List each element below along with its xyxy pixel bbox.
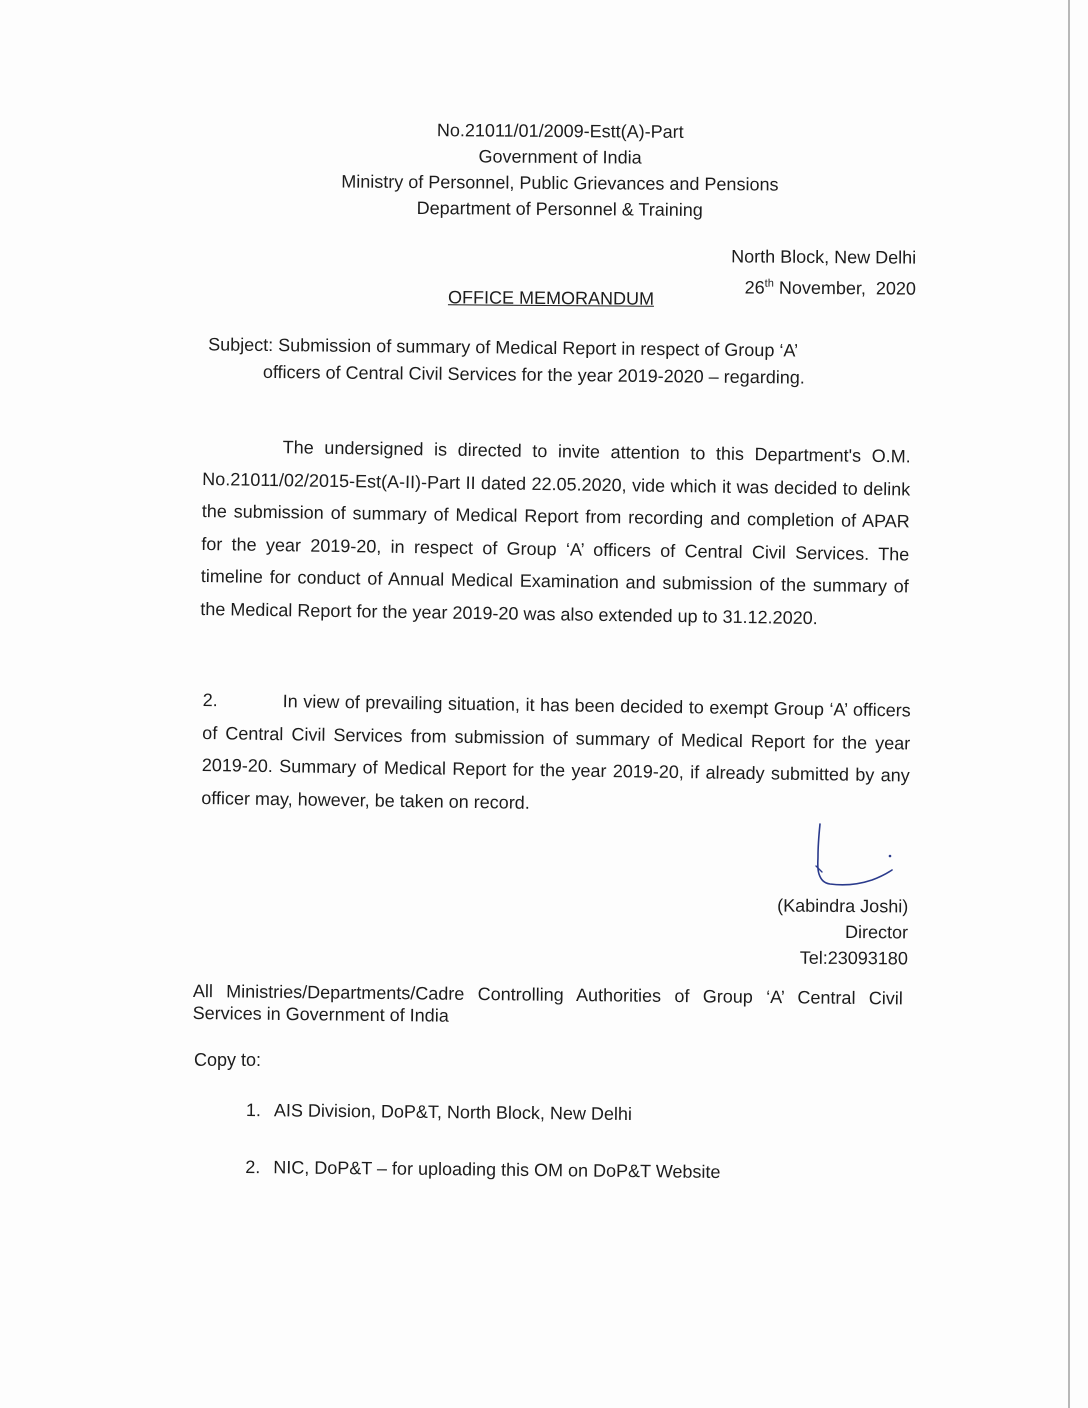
date xyxy=(731,270,916,302)
subject-line-2: officers of Central Civil Services for the year 2019-2020 – regarding. xyxy=(262,361,805,388)
signer-name: (Kabindra Joshi) xyxy=(777,895,909,917)
paragraph-1: The undersigned is directed to invite attention to this Department's O.M. No.21011/02/2015-Est(A-II)-Part II dated 22.05.2020, vide which it was decided to delink the submission of summary of Medical Report from recording and completion of APAR for the year 2019-20, in respect of Group ‘A’ officers of Central Civil Services. The timeline for conduct of Annual Medical Examination and submission of the summary of the Medical Report for the year 2019-20 was also extended up to 31.12.2020. xyxy=(200,437,911,628)
recipients: All Ministries/Departments/Cadre Controlling Authorities of Group ‘A’ Central Civil Services in Government of India xyxy=(192,980,903,1026)
department-name: Department of Personnel & Training xyxy=(416,198,703,220)
scan-edge xyxy=(1068,0,1070,1408)
letterhead xyxy=(250,116,871,224)
subject-block xyxy=(208,331,909,392)
signature-image xyxy=(800,820,910,900)
list-item-text: AIS Division, DoP&T, North Block, New Delhi xyxy=(273,1100,633,1125)
list-item-number: 2. xyxy=(245,1156,261,1178)
date-suffix: th xyxy=(764,277,774,290)
copy-to-label: Copy to: xyxy=(194,1050,262,1070)
list-item xyxy=(246,1100,721,1126)
list-item-text: NIC, DoP&T – for uploading this OM on DoP&T Website xyxy=(273,1157,721,1182)
paragraph-2 xyxy=(201,684,911,824)
file-number: No.21011/01/2009-Estt(A)-Part xyxy=(436,120,684,142)
date-day: 26 xyxy=(744,277,765,298)
date-rest: November, 2020 xyxy=(773,277,916,299)
government-name: Government of India xyxy=(478,146,642,168)
list-item xyxy=(245,1157,720,1183)
subject-label: Subject: xyxy=(208,334,274,356)
signer-block xyxy=(777,893,909,972)
place: North Block, New Delhi xyxy=(730,246,917,268)
list-item-number: 1. xyxy=(245,1100,262,1121)
copy-to-list xyxy=(245,1100,721,1219)
signer-phone: Tel:23093180 xyxy=(799,947,908,969)
memo-title: OFFICE MEMORANDUM xyxy=(447,287,655,309)
signer-designation: Director xyxy=(844,922,909,943)
paragraph-2-number: 2. xyxy=(202,689,218,711)
ministry-name: Ministry of Personnel, Public Grievances and Pensions xyxy=(341,171,779,195)
subject-line-1: Submission of summary of Medical Report in respect of Group ‘A’ xyxy=(273,335,799,361)
place-date-block xyxy=(731,243,916,302)
paragraph-2-text: In view of prevailing situation, it has been decided to exempt Group ‘A’ officers of Central Civil Services from submission of summary of Medical Report for the year 2019-20. Summary of Medical Report for the year 2019-20, if already submitted by any officer may, however, be taken on record. xyxy=(201,691,911,813)
